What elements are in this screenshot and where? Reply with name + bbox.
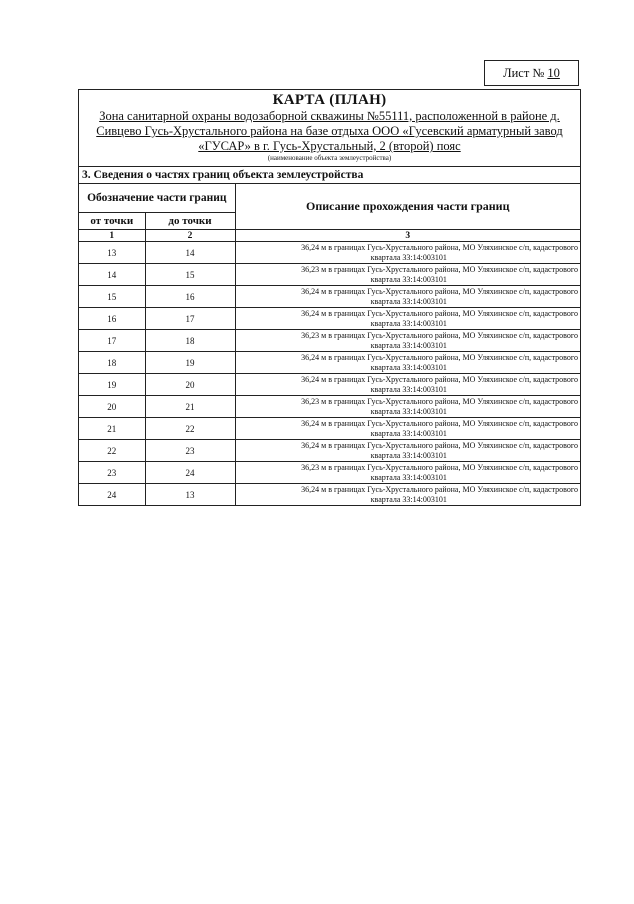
from-point-header: от точки: [79, 213, 145, 230]
document-frame: [78, 89, 581, 506]
table-row: [79, 374, 580, 396]
description-line-2: квартала 33:14:003101: [370, 494, 447, 504]
description-cell: [235, 418, 580, 440]
description-cell: [235, 440, 580, 462]
to-point-cell: 13: [145, 484, 235, 506]
description-line-1: 36,24 м в границах Гусь-Хрустального района, МО Уляхинское с/п, кадастрового: [301, 242, 578, 252]
description-line-2: квартала 33:14:003101: [370, 274, 447, 284]
description-cell: [235, 330, 580, 352]
table-row: [79, 484, 580, 506]
description-cell: [235, 242, 580, 264]
description-line-2: квартала 33:14:003101: [370, 340, 447, 350]
from-point-cell: 24: [79, 484, 145, 506]
description-line-1: 36,24 м в границах Гусь-Хрустального района, МО Уляхинское с/п, кадастрового: [301, 440, 578, 450]
to-point-cell: 19: [145, 352, 235, 374]
description-line-1: 36,24 м в границах Гусь-Хрустального района, МО Уляхинское с/п, кадастрового: [301, 308, 578, 318]
description-cell: [235, 286, 580, 308]
description-cell: [235, 352, 580, 374]
subject-line-1: Зона санитарной охраны водозаборной скважины №55111, расположенной в районе д.: [99, 109, 560, 123]
description-line-1: 36,24 м в границах Гусь-Хрустального района, МО Уляхинское с/п, кадастрового: [301, 286, 578, 296]
column-number: 3: [235, 230, 580, 242]
from-point-cell: 15: [79, 286, 145, 308]
column-number: 1: [79, 230, 145, 242]
table-row: [79, 352, 580, 374]
from-point-cell: 23: [79, 462, 145, 484]
table-row: [79, 330, 580, 352]
description-cell: [235, 308, 580, 330]
from-point-cell: 19: [79, 374, 145, 396]
from-point-cell: 21: [79, 418, 145, 440]
description-line-1: 36,24 м в границах Гусь-Хрустального района, МО Уляхинское с/п, кадастрового: [301, 374, 578, 384]
table-row: [79, 418, 580, 440]
sheet-label: Лист №: [503, 65, 545, 80]
description-line-2: квартала 33:14:003101: [370, 296, 447, 306]
description-line-2: квартала 33:14:003101: [370, 252, 447, 262]
subject-line-2: Сивцево Гусь-Хрустального района на базе отдыха ООО «Гусевский арматурный завод: [96, 124, 563, 138]
table-row: [79, 462, 580, 484]
description-line-2: квартала 33:14:003101: [370, 450, 447, 460]
description-cell: [235, 462, 580, 484]
description-line-1: 36,23 м в границах Гусь-Хрустального района, МО Уляхинское с/п, кадастрового: [301, 462, 578, 472]
description-line-1: 36,24 м в границах Гусь-Хрустального района, МО Уляхинское с/п, кадастрового: [301, 484, 578, 494]
description-line-2: квартала 33:14:003101: [370, 472, 447, 482]
description-header: Описание прохождения части границ: [235, 184, 580, 230]
from-point-cell: 17: [79, 330, 145, 352]
table-row: [79, 242, 580, 264]
table-row: [79, 264, 580, 286]
to-point-header: до точки: [145, 213, 235, 230]
to-point-cell: 23: [145, 440, 235, 462]
description-line-2: квартала 33:14:003101: [370, 406, 447, 416]
section-title: 3. Сведения о частях границ объекта землеустройства: [79, 166, 580, 183]
table-row: [79, 286, 580, 308]
document-header: [79, 90, 580, 166]
from-point-cell: 13: [79, 242, 145, 264]
from-point-cell: 14: [79, 264, 145, 286]
column-number: 2: [145, 230, 235, 242]
table-row: [79, 440, 580, 462]
from-point-cell: 16: [79, 308, 145, 330]
to-point-cell: 24: [145, 462, 235, 484]
table-row: [79, 308, 580, 330]
description-line-2: квартала 33:14:003101: [370, 428, 447, 438]
to-point-cell: 18: [145, 330, 235, 352]
description-cell: [235, 374, 580, 396]
description-line-1: 36,23 м в границах Гусь-Хрустального района, МО Уляхинское с/п, кадастрового: [301, 330, 578, 340]
sheet-number: 10: [547, 65, 560, 80]
boundary-parts-table: [79, 183, 580, 505]
subject-caption: (наименование объекта землеустройства): [267, 154, 392, 162]
description-cell: [235, 484, 580, 506]
document-title: КАРТА (ПЛАН): [272, 92, 387, 108]
from-point-cell: 22: [79, 440, 145, 462]
description-line-2: квартала 33:14:003101: [370, 318, 447, 328]
to-point-cell: 15: [145, 264, 235, 286]
to-point-cell: 21: [145, 396, 235, 418]
to-point-cell: 16: [145, 286, 235, 308]
description-line-1: 36,24 м в границах Гусь-Хрустального района, МО Уляхинское с/п, кадастрового: [301, 352, 578, 362]
to-point-cell: 14: [145, 242, 235, 264]
from-point-cell: 20: [79, 396, 145, 418]
subject-line-3: «ГУСАР» в г. Гусь-Хрустальный, 2 (второй) пояс: [198, 139, 461, 153]
description-cell: [235, 264, 580, 286]
description-line-1: 36,23 м в границах Гусь-Хрустального района, МО Уляхинское с/п, кадастрового: [301, 264, 578, 274]
from-point-cell: 18: [79, 352, 145, 374]
sheet-number-box: [484, 60, 579, 86]
to-point-cell: 17: [145, 308, 235, 330]
to-point-cell: 22: [145, 418, 235, 440]
description-line-2: квартала 33:14:003101: [370, 384, 447, 394]
table-row: [79, 396, 580, 418]
description-line-1: 36,24 м в границах Гусь-Хрустального района, МО Уляхинское с/п, кадастрового: [301, 418, 578, 428]
description-line-1: 36,23 м в границах Гусь-Хрустального района, МО Уляхинское с/п, кадастрового: [301, 396, 578, 406]
description-cell: [235, 396, 580, 418]
group-header: Обозначение части границ: [79, 184, 235, 213]
table-header-row: [79, 184, 580, 213]
to-point-cell: 20: [145, 374, 235, 396]
column-number-row: [79, 230, 580, 242]
description-line-2: квартала 33:14:003101: [370, 362, 447, 372]
